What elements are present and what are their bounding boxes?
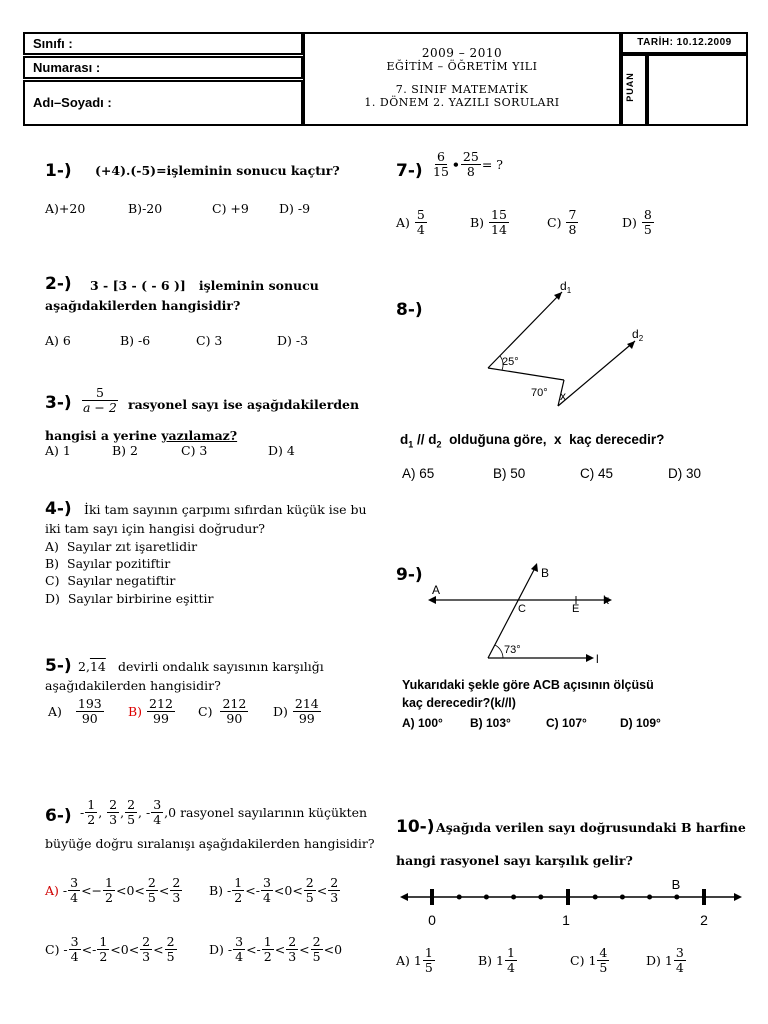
- school-year-text: EĞİTİM – ÖĞRETİM YILI: [386, 60, 538, 73]
- option-label: D): [646, 953, 661, 968]
- fraction-numerator: 1: [263, 934, 272, 949]
- fraction-denominator: 99: [153, 711, 169, 726]
- option-label: B): [470, 215, 485, 230]
- separator: ,: [120, 805, 125, 820]
- fraction-numerator: 214: [294, 696, 319, 711]
- puan-label-box: [621, 54, 647, 126]
- operator: <: [299, 942, 310, 957]
- repeating-decimal: [78, 659, 106, 674]
- fraction: [170, 876, 182, 905]
- option-b[interactable]: [478, 946, 518, 975]
- fraction-numerator: 4: [599, 945, 608, 960]
- year-text: 2009 – 2010: [421, 46, 503, 60]
- exam-text: 1. DÖNEM 2. YAZILI SORULARI: [364, 96, 560, 109]
- option-d[interactable]: [273, 697, 322, 726]
- fraction-numerator: 5: [416, 207, 425, 222]
- fraction: [261, 876, 273, 905]
- label-b: B: [541, 566, 550, 580]
- label-a: A: [432, 583, 441, 597]
- label-d2-letter: d: [632, 327, 639, 341]
- option-label-marked: B): [128, 704, 143, 719]
- question-number: 2-): [45, 274, 72, 294]
- fraction-numerator: 5: [82, 386, 118, 401]
- option-a[interactable]: A) 100°: [402, 716, 443, 730]
- fraction-denominator: 5: [127, 812, 136, 827]
- date-text: TARİH: 10.12.2009: [637, 37, 732, 48]
- option-b[interactable]: B)-20: [128, 201, 163, 216]
- operator: <-: [246, 942, 261, 957]
- fraction: [69, 935, 81, 964]
- fraction: [311, 935, 323, 964]
- option-label: D): [273, 704, 288, 719]
- fraction-numerator: 1: [234, 875, 243, 890]
- fraction-numerator: 3: [70, 934, 79, 949]
- fraction-numerator: 3: [262, 875, 271, 890]
- operator: <0<: [115, 883, 145, 898]
- numarasi-label: Numarası :: [33, 60, 101, 75]
- fraction-numerator: 25: [462, 149, 479, 164]
- label-d1-subscript: 1: [566, 286, 572, 295]
- fraction-numerator: 3: [153, 797, 162, 812]
- question-number: 1-): [45, 161, 72, 181]
- minor-dot: [484, 895, 489, 900]
- question-text: ,0 rasyonel sayılarının küçükten: [164, 805, 368, 820]
- question-text-line2: aşağıdakilerden hangisidir?: [45, 678, 221, 693]
- option-d[interactable]: D) -9: [279, 201, 311, 216]
- question-number: 10-): [396, 817, 435, 837]
- option-c[interactable]: [45, 935, 178, 964]
- operator: <−: [81, 883, 103, 898]
- operator: -: [227, 942, 233, 957]
- question-text-line1: Yukarıdaki şekle göre ACB açısının ölçüsü: [402, 678, 654, 692]
- option-a[interactable]: [396, 946, 436, 975]
- angle-figure: [420, 560, 620, 670]
- fraction-numerator: 2: [166, 934, 175, 949]
- date-box: [621, 32, 748, 54]
- label-d1-letter: d: [560, 279, 567, 293]
- fraction-denominator: 4: [235, 949, 244, 964]
- fraction-denominator: 3: [330, 890, 339, 905]
- option-b[interactable]: [470, 208, 510, 237]
- fraction-product: [430, 150, 503, 179]
- numarasi-field: [23, 56, 303, 79]
- fraction-numerator: 2: [127, 797, 136, 812]
- arrowhead-d2: [627, 341, 635, 349]
- option-label: B): [478, 953, 493, 968]
- puan-text: PUAN: [624, 72, 635, 102]
- option-c[interactable]: [198, 697, 249, 726]
- fraction-denominator: 4: [675, 960, 684, 975]
- question-number: 5-): [45, 656, 72, 676]
- number-line-figure: [396, 872, 746, 934]
- fraction-numerator: 1: [507, 945, 515, 960]
- arrowhead-b: [531, 563, 538, 572]
- fraction: [140, 935, 152, 964]
- operator: <-: [245, 883, 260, 898]
- fraction-denominator: 4: [70, 890, 79, 905]
- sinifi-label: Sınıfı :: [33, 36, 73, 51]
- mixed-whole: 1: [413, 953, 422, 968]
- option-d[interactable]: [209, 935, 342, 964]
- fraction: [97, 935, 109, 964]
- text-d2-subscript: 2: [436, 439, 442, 450]
- label-e: E: [572, 603, 580, 615]
- option-c[interactable]: [570, 946, 610, 975]
- fraction-denominator: 14: [491, 222, 507, 237]
- fraction-denominator: 15: [433, 164, 449, 179]
- label-d1: [560, 279, 572, 295]
- option-label: C): [547, 215, 562, 230]
- text-d: d: [400, 432, 409, 447]
- arrowhead-k-left: [428, 596, 436, 604]
- question-text-line1: 3 - [3 - ( - 6 )] işleminin sonucu: [90, 278, 319, 293]
- decimal-repeating-part: 14: [89, 659, 106, 674]
- parallel-symbol: //: [413, 432, 429, 447]
- angle-x-label: x: [560, 389, 566, 403]
- fraction-denominator: 99: [298, 711, 315, 726]
- question-tail: olduğuna göre, x kaç derecedir?: [449, 432, 665, 447]
- fraction-denominator: 8: [466, 164, 475, 179]
- fraction-numerator: 2: [142, 934, 151, 949]
- minor-dot: [538, 895, 543, 900]
- adi-soyadi-label: Adı–Soyadı :: [33, 95, 112, 110]
- option-label: A): [396, 215, 410, 230]
- arrowhead-right: [734, 893, 742, 901]
- tick-label-2: 2: [700, 912, 708, 928]
- option-label: D): [209, 942, 228, 957]
- option-a[interactable]: A) Sayılar zıt işaretlidir: [45, 539, 198, 554]
- option-d[interactable]: D) 30: [668, 466, 702, 481]
- option-label: A): [45, 883, 63, 898]
- fraction-numerator: 3: [235, 934, 244, 949]
- tick-label-0: 0: [428, 912, 436, 928]
- option-d[interactable]: D) 109°: [620, 716, 661, 730]
- fraction-numerator: 2: [109, 797, 118, 812]
- fraction-denominator: 90: [81, 711, 98, 726]
- question-text: rasyonel sayı ise aşağıdakilerden: [128, 397, 360, 412]
- major-tick: [702, 889, 706, 905]
- rational-expression: [80, 386, 120, 415]
- fraction-denominator: 3: [172, 890, 181, 905]
- option-label: A): [48, 704, 62, 719]
- exam-title-box: [303, 32, 621, 126]
- question-text-line1: İki tam sayının çarpımı sıfırdan küçük ise bu: [84, 502, 367, 517]
- separator: ,: [138, 805, 146, 820]
- emphasis-text: yazılamaz?: [161, 428, 238, 443]
- question-text-line1: Aşağıda verilen sayı doğrusundaki B harfine: [436, 820, 746, 835]
- question-text: devirli ondalık sayısının karşılığı: [118, 659, 324, 674]
- fraction: [262, 935, 274, 964]
- arrowhead-left: [400, 893, 408, 901]
- operator: -: [63, 942, 68, 957]
- option-a[interactable]: A) 1: [45, 443, 71, 458]
- fraction-numerator: 1: [424, 945, 433, 960]
- question-text-line2: iki tam sayı için hangisi doğrudur?: [45, 521, 265, 536]
- angle-73-label: 73°: [504, 644, 521, 656]
- transversal-1: [488, 368, 564, 380]
- mixed-whole: 1: [588, 953, 597, 968]
- fraction-denominator: 2: [99, 949, 108, 964]
- major-tick: [430, 889, 434, 905]
- fraction-numerator: 1: [99, 934, 108, 949]
- mixed-whole: 1: [496, 953, 504, 968]
- text-d1-subscript: 1: [408, 439, 414, 450]
- fraction-numerator: 1: [87, 797, 96, 812]
- question-number: 8-): [396, 300, 423, 320]
- fraction-numerator: 1: [105, 875, 113, 890]
- fraction-numerator: 212: [149, 696, 173, 711]
- fraction-denominator: 5: [599, 960, 608, 975]
- fraction: [68, 876, 80, 905]
- operator: <: [158, 883, 170, 898]
- fraction-numerator: 3: [675, 945, 684, 960]
- decimal-integer-part: 2,: [78, 659, 90, 674]
- option-b[interactable]: B) 50: [493, 466, 526, 481]
- operator: <: [316, 883, 328, 898]
- option-a[interactable]: A)+20: [45, 201, 86, 216]
- option-c[interactable]: C) 3: [196, 333, 223, 348]
- operator: <: [153, 942, 164, 957]
- operator: -: [62, 883, 68, 898]
- course-text: 7. SINIF MATEMATİK: [395, 83, 529, 96]
- option-b[interactable]: B) Sayılar pozitiftir: [45, 556, 171, 571]
- operator: <0<: [273, 883, 303, 898]
- option-d[interactable]: [646, 946, 687, 975]
- option-b[interactable]: [209, 876, 341, 905]
- adi-soyadi-field: [23, 80, 303, 126]
- fraction-denominator: 5: [424, 960, 433, 975]
- operator: <0: [323, 942, 343, 957]
- operator: <: [274, 942, 286, 957]
- fraction-denominator: 4: [416, 222, 425, 237]
- fraction-denominator: 3: [142, 949, 151, 964]
- option-label: D): [622, 215, 637, 230]
- fraction: [304, 876, 316, 905]
- parallel-lines-figure: [480, 276, 670, 416]
- fraction-denominator: 2: [263, 949, 272, 964]
- minor-dot: [674, 895, 679, 900]
- fraction-denominator: 5: [643, 222, 652, 237]
- fraction-denominator: 3: [288, 949, 297, 964]
- fraction-numerator: 2: [312, 934, 321, 949]
- question-number: 4-): [45, 499, 72, 519]
- fraction-denominator: 2: [87, 812, 96, 827]
- fraction-denominator: 2: [105, 890, 113, 905]
- option-c[interactable]: C) +9: [212, 201, 249, 216]
- fraction-denominator: 4: [262, 890, 271, 905]
- option-a[interactable]: [48, 697, 105, 726]
- fraction-denominator: 4: [153, 812, 162, 827]
- minor-dot: [647, 895, 652, 900]
- label-l: l: [596, 652, 599, 666]
- equals-question: = ?: [481, 157, 503, 172]
- fraction-numerator: 2: [172, 875, 181, 890]
- minor-dot: [593, 895, 598, 900]
- fraction: [233, 935, 245, 964]
- option-d[interactable]: [622, 208, 655, 237]
- option-c[interactable]: C) 107°: [546, 716, 587, 730]
- angle-70-label: 70°: [531, 387, 548, 399]
- option-c[interactable]: [547, 208, 579, 237]
- label-d2-subscript: 2: [638, 334, 644, 343]
- fraction-denominator: 2: [234, 890, 243, 905]
- option-label: B): [209, 883, 228, 898]
- option-c[interactable]: C) 45: [580, 466, 614, 481]
- option-a[interactable]: A) 6: [45, 333, 71, 348]
- option-a[interactable]: A) 65: [402, 466, 435, 481]
- option-b[interactable]: B) 2: [112, 443, 138, 458]
- label-c: C: [518, 603, 526, 615]
- option-d[interactable]: D) -3: [277, 333, 309, 348]
- line-d1: [488, 292, 562, 368]
- line-d2: [558, 341, 635, 406]
- sign: -: [145, 805, 151, 820]
- option-b[interactable]: B) -6: [120, 333, 151, 348]
- question-text-line2: aşağıdakilerden hangisidir?: [45, 298, 241, 313]
- sinifi-field: [23, 32, 303, 55]
- fraction-denominator: 3: [109, 812, 118, 827]
- fraction-numerator: 3: [70, 875, 79, 890]
- operator: <0<: [110, 942, 140, 957]
- puan-score-box: [647, 54, 748, 126]
- fraction: [328, 876, 340, 905]
- fraction: [286, 935, 298, 964]
- question-text: [400, 432, 664, 450]
- question-number: 3-): [45, 393, 72, 413]
- fraction-numerator: 193: [77, 696, 102, 711]
- fraction-denominator: 5: [305, 890, 314, 905]
- question-text-line2: hangi rasyonel sayı karşılık gelir?: [396, 853, 633, 868]
- question-text: (+4).(-5)=işleminin sonucu kaçtır?: [95, 163, 340, 178]
- label-k: k: [603, 593, 609, 607]
- operator: -: [227, 883, 232, 898]
- option-a[interactable]: [45, 876, 183, 905]
- fraction-numerator: 2: [147, 875, 156, 890]
- fraction-denominator: a − 2: [83, 400, 117, 415]
- fraction-denominator: 4: [507, 960, 515, 975]
- fraction-denominator: 8: [568, 222, 577, 237]
- question-text-line2: büyüğe doğru sıralanışı aşağıdakilerden hangisidir?: [45, 836, 375, 851]
- fraction-numerator: 2: [305, 875, 314, 890]
- operator: <-: [81, 942, 97, 957]
- minor-dot: [457, 895, 462, 900]
- minor-dot: [511, 895, 516, 900]
- fraction-numerator: 6: [436, 149, 445, 164]
- tick-label-1: 1: [562, 912, 570, 928]
- arrowhead-l: [586, 654, 594, 662]
- fraction: [165, 935, 177, 964]
- option-a[interactable]: [396, 208, 428, 237]
- fraction: [146, 876, 158, 905]
- fraction-denominator: 5: [312, 949, 321, 964]
- option-label: C): [570, 953, 585, 968]
- fraction-denominator: 5: [166, 949, 175, 964]
- fraction: [232, 876, 244, 905]
- angle-25-label: 25°: [502, 356, 519, 368]
- major-tick: [566, 889, 570, 905]
- option-label: C): [45, 942, 64, 957]
- fraction-numerator: 2: [330, 875, 339, 890]
- mixed-whole: 1: [664, 953, 673, 968]
- question-number: 6-): [45, 806, 72, 826]
- angle-arc-73: [495, 645, 503, 658]
- question-text-line2: [45, 428, 237, 443]
- fraction-denominator: 90: [226, 711, 243, 726]
- separator: ,: [98, 805, 107, 820]
- fraction-numerator: 212: [222, 696, 247, 711]
- question-text-line2: kaç derecedir?(k//l): [402, 696, 516, 710]
- fraction-numerator: 2: [288, 934, 297, 949]
- option-c[interactable]: C) 3: [181, 443, 208, 458]
- fraction: [103, 876, 115, 905]
- option-label: C): [198, 704, 213, 719]
- minor-dot: [620, 895, 625, 900]
- fraction-denominator: 4: [70, 949, 79, 964]
- fraction-numerator: 8: [643, 207, 652, 222]
- text-d: d: [428, 432, 437, 447]
- multiply-sign: •: [451, 157, 460, 172]
- option-label: A): [396, 953, 410, 968]
- option-d[interactable]: D) Sayılar birbirine eşittir: [45, 591, 214, 606]
- rational-sequence: [80, 798, 367, 827]
- question-number: 7-): [396, 161, 423, 181]
- option-b[interactable]: [128, 697, 176, 726]
- question-number: 9-): [396, 565, 423, 585]
- option-d[interactable]: D) 4: [268, 443, 295, 458]
- option-b[interactable]: B) 103°: [470, 716, 511, 730]
- label-d2: [632, 327, 644, 343]
- fraction-denominator: 5: [147, 890, 156, 905]
- fraction-numerator: 7: [568, 207, 577, 222]
- sign: -: [80, 805, 85, 820]
- point-b-label: B: [671, 877, 681, 892]
- option-c[interactable]: C) Sayılar negatiftir: [45, 573, 176, 588]
- fraction-numerator: 15: [491, 207, 507, 222]
- question-text-part: hangisi a yerine: [45, 428, 162, 443]
